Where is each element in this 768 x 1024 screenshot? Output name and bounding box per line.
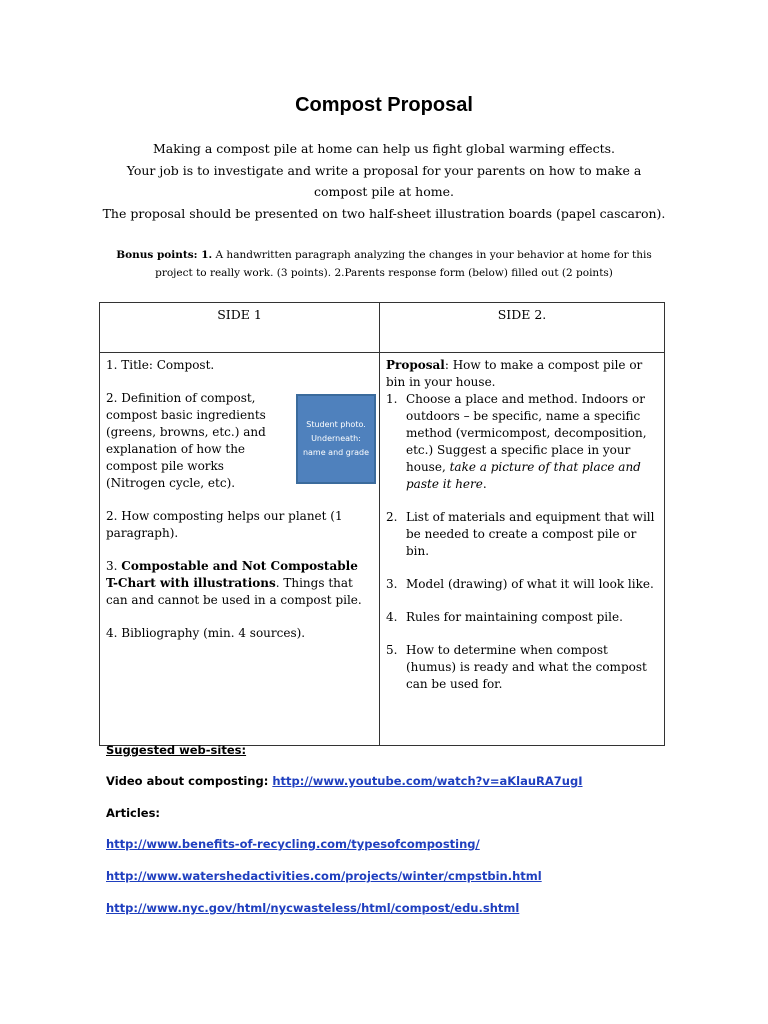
intro (100, 138, 668, 224)
step-1-num: 1. (386, 392, 398, 406)
step-3 (386, 576, 658, 593)
intro-line-1: Making a compost pile at home can help us fight global warming effects. (153, 141, 615, 156)
video-row (106, 774, 583, 788)
proposal-heading (386, 357, 658, 391)
articles-label: Articles: (106, 806, 161, 820)
article-row-2 (106, 869, 542, 883)
video-label: Video about composting: (106, 774, 269, 788)
side1-cell (100, 353, 380, 746)
proposal-text: : How to make a compost pile or bin in your house. (386, 358, 643, 389)
step-1-text: Choose a place and method. Indoors or outdoors – be specific, name a specific method (vermicompost, decomposition, etc.) Suggest a specific place in your house, (406, 392, 647, 474)
step-5-text: How to determine when compost (humus) is ready and what the compost can be used for. (406, 643, 647, 691)
step-1-end: . (482, 477, 487, 491)
video-link[interactable]: http://www.youtube.com/watch?v=aKlauRA7ugI (272, 774, 583, 788)
page-title: Compost Proposal (295, 94, 473, 116)
tchart-rest: . Things that can and cannot be used in a compost pile. (106, 576, 362, 607)
side1-header: SIDE 1 (100, 303, 380, 353)
step-2 (386, 509, 658, 560)
side1-item-definition: 2. Definition of compost, compost basic ingredients (greens, browns, etc.) and explanation of how the compost pile works (Nitrogen cycle, etc). (106, 391, 266, 490)
step-3-text: Model (drawing) of what it will look like. (406, 577, 654, 591)
side1-item-planet: 2. How composting helps our planet (1 paragraph). (106, 509, 343, 540)
step-1 (386, 391, 658, 493)
article-row-1 (106, 837, 480, 851)
bonus-points (100, 246, 668, 282)
article-row-3 (106, 901, 519, 915)
bonus-label: Bonus points: 1. (116, 249, 213, 261)
step-5-num: 5. (386, 643, 398, 657)
links-heading (106, 743, 246, 757)
side1-item-tchart (106, 558, 373, 609)
links-heading-text: Suggested web-sites: (106, 743, 247, 757)
intro-line-2: Your job is to investigate and write a proposal for your parents on how to make a compost pile at home. (126, 162, 642, 199)
step-4-text: Rules for maintaining compost pile. (406, 610, 623, 624)
step-5 (386, 642, 658, 693)
article-link-3[interactable]: http://www.nyc.gov/html/nycwasteless/html/compost/edu.shtml (106, 901, 520, 915)
proposal-label: Proposal (386, 358, 445, 372)
step-2-num: 2. (386, 510, 398, 524)
article-link-1[interactable]: http://www.benefits-of-recycling.com/typesofcomposting/ (106, 837, 480, 851)
bonus-text: A handwritten paragraph analyzing the changes in your behavior at home for this project to really work. (3 points). 2.Parents response form (below) filled out (2 points) (155, 249, 652, 279)
tchart-num: 3. (106, 559, 118, 573)
step-4 (386, 609, 658, 626)
intro-line-3: The proposal should be presented on two half-sheet illustration boards (papel cascaron). (102, 205, 666, 221)
side1-definition-block (106, 390, 373, 492)
tchart-title: Compostable and Not Compostable T-Chart with illustrations (106, 559, 358, 590)
proposal-table (99, 302, 665, 746)
student-photo-box (296, 394, 376, 484)
step-4-num: 4. (386, 610, 398, 624)
proposal-steps (386, 391, 658, 693)
article-link-2[interactable]: http://www.watershedactivities.com/projects/winter/cmpstbin.html (106, 869, 542, 883)
side1-item-bibliography: 4. Bibliography (min. 4 sources). (106, 626, 306, 640)
side1-item-title: 1. Title: Compost. (106, 358, 215, 372)
side2-header: SIDE 2. (380, 303, 665, 353)
student-photo-label: Student photo. Underneath: name and grade (302, 420, 370, 457)
step-2-text: List of materials and equipment that will be needed to create a compost pile or bin. (406, 510, 655, 558)
step-1-italic: take a picture of that place and paste it here (406, 460, 641, 491)
step-3-num: 3. (386, 577, 398, 591)
side2-cell (380, 353, 665, 746)
